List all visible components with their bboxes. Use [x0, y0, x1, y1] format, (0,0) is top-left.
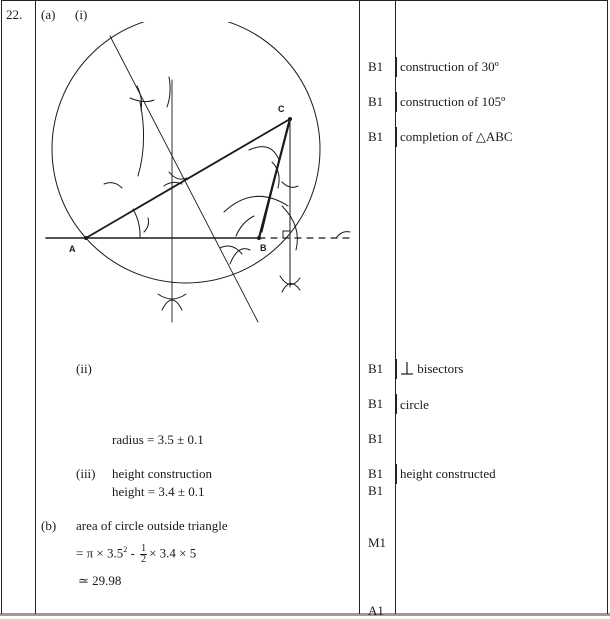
comment-rule-4: [396, 359, 397, 379]
comment-rule-1: [396, 57, 397, 77]
table-left-border: [1, 0, 2, 614]
diagram-background: [44, 22, 356, 334]
comment-height-constructed: height constructed: [400, 466, 496, 481]
number-column-divider: [35, 0, 36, 614]
mark-bisectors: B1: [368, 361, 384, 376]
working-column-divider: [359, 0, 360, 614]
radius-working: radius = 3.5 ± 0.1: [112, 432, 204, 447]
subpart-iii-label: (iii): [76, 466, 96, 481]
area-expr-part2: -: [127, 545, 139, 561]
subpart-i-label: (i): [75, 7, 88, 22]
part-b-label: (b): [41, 518, 57, 533]
question-number: 22.: [6, 7, 23, 22]
mark-construction-30: B1: [368, 59, 384, 74]
area-result: ≃ 29.98: [78, 573, 122, 588]
fraction-numerator: 1: [141, 542, 147, 554]
comment-bisectors-text: bisectors: [417, 361, 464, 376]
comment-circle: circle: [400, 397, 429, 412]
table-bottom-border: [0, 613, 610, 616]
vertex-b-point: [257, 236, 261, 240]
comment-rule-3: [396, 127, 397, 147]
half-fraction: [140, 544, 147, 565]
mark-circle: B1: [368, 396, 384, 411]
mark-area-method: M1: [368, 535, 387, 550]
height-construction-text: height construction: [112, 466, 213, 481]
table-top-border: [1, 0, 607, 1]
part-a-label: (a): [41, 7, 56, 22]
subpart-ii-label: (ii): [76, 361, 92, 376]
area-expr-exponent: 2: [123, 545, 128, 554]
vertex-c-point: [288, 117, 292, 121]
perpendicular-icon: [400, 361, 414, 375]
mark-construction-105: B1: [368, 94, 384, 109]
vertex-a-point: [84, 236, 88, 240]
area-expression: [76, 538, 196, 565]
comment-construction-105: construction of 105º: [400, 94, 506, 109]
mark-height-value: B1: [368, 483, 384, 498]
mark-height-constructed: B1: [368, 466, 384, 481]
vertex-a-label: A: [69, 244, 76, 254]
comment-rule-6: [396, 464, 397, 484]
area-title-text: area of circle outside triangle: [76, 518, 228, 533]
area-expr-part3: × 3.4 × 5: [149, 545, 197, 561]
table-right-border: [607, 0, 608, 614]
comment-rule-2: [396, 92, 397, 112]
fraction-denominator: 2: [141, 553, 147, 565]
comment-rule-5: [396, 394, 397, 414]
vertex-b-label: B: [260, 243, 267, 253]
comment-completion-triangle: completion of △ABC: [400, 129, 513, 144]
construction-diagram: [44, 22, 356, 334]
mark-completion-triangle: B1: [368, 129, 384, 144]
mark-radius: B1: [368, 431, 384, 446]
mark-area-answer: A1: [368, 603, 384, 618]
vertex-c-label: C: [278, 104, 285, 114]
height-value-text: height = 3.4 ± 0.1: [112, 484, 205, 499]
comment-bisectors: [400, 361, 463, 377]
area-expr-part1: = π × 3.5: [76, 545, 124, 561]
comment-construction-30: construction of 30º: [400, 59, 499, 74]
